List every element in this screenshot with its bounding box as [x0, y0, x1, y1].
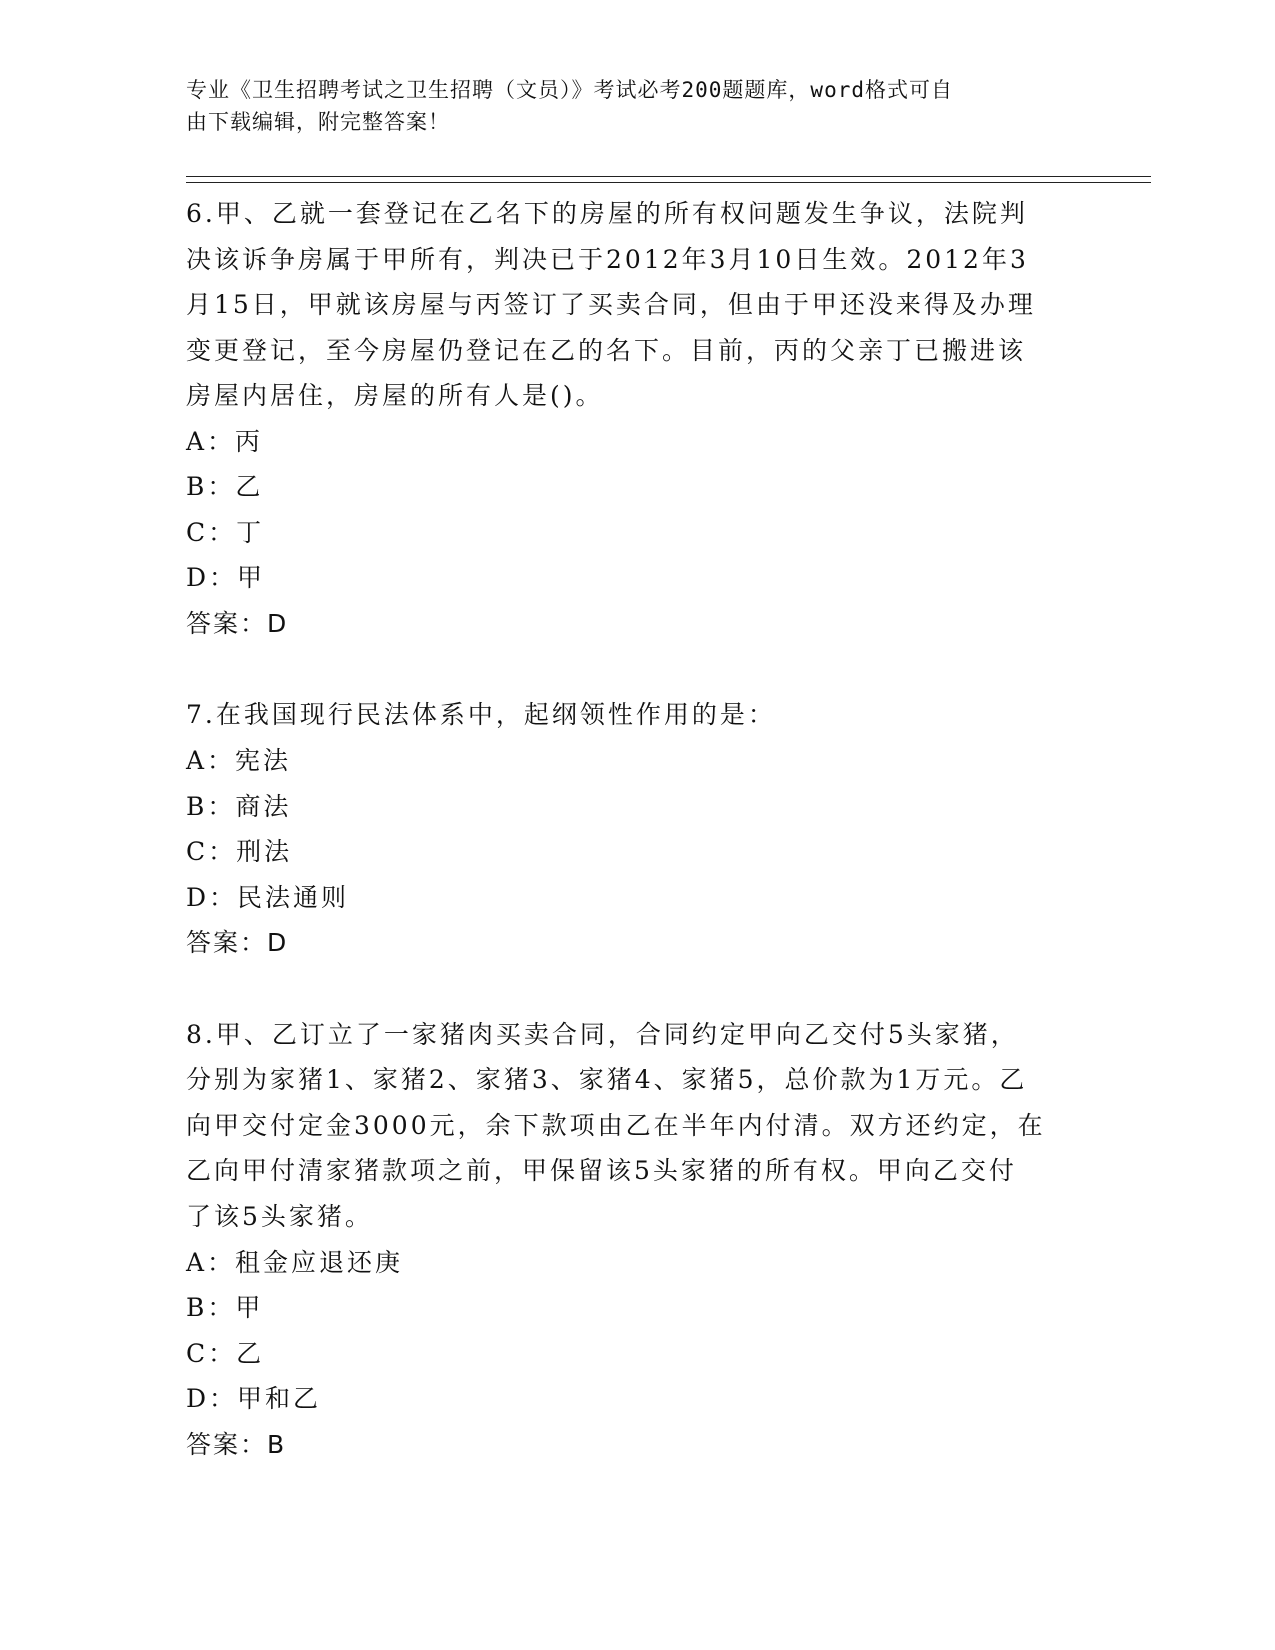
header-rule-bottom	[186, 182, 1151, 183]
option-b: B：商法	[186, 791, 292, 821]
question-stem	[186, 1012, 1086, 1240]
stem-line: 房屋内居住，房屋的所有人是()。	[186, 381, 604, 411]
option-c: C：刑法	[186, 837, 293, 867]
question-stem	[186, 191, 1086, 419]
stem-line: 变更登记，至今房屋仍登记在乙的名下。目前，丙的父亲丁已搬进该	[186, 335, 1027, 365]
answer-line: 答案：B	[186, 1429, 287, 1459]
header-line-2: 由下载编辑，附完整答案！	[186, 110, 450, 134]
question-7	[186, 692, 1086, 965]
option-a: A：丙	[186, 426, 264, 456]
question-stem	[186, 692, 1086, 738]
option-a: A：租金应退还庚	[186, 1247, 404, 1277]
question-spacer	[186, 966, 1086, 1012]
question-8	[186, 1012, 1086, 1467]
question-spacer	[186, 646, 1086, 692]
header-line-1: 专业《卫生招聘考试之卫生招聘（文员）》考试必考200题题库，word格式可自	[186, 78, 953, 102]
document-header	[186, 74, 1066, 138]
stem-line: 月15日，甲就该房屋与丙签订了买卖合同，但由于甲还没来得及办理	[186, 290, 1036, 320]
option-c: C：丁	[186, 517, 265, 547]
answer-line: 答案：D	[186, 928, 289, 958]
stem-line: 乙向甲付清家猪款项之前，甲保留该5头家猪的所有权。甲向乙交付	[186, 1156, 1017, 1186]
answer-line: 答案：D	[186, 608, 289, 638]
stem-line: 了该5头家猪。	[186, 1201, 373, 1231]
header-rule-top	[186, 176, 1151, 177]
question-6	[186, 191, 1086, 646]
stem-line: 分别为家猪1、家猪2、家猪3、家猪4、家猪5，总价款为1万元。乙	[186, 1065, 1028, 1095]
stem-line: 6.甲、乙就一套登记在乙名下的房屋的所有权问题发生争议，法院判	[186, 199, 1028, 228]
question-list	[186, 191, 1086, 1467]
option-b: B：乙	[186, 472, 264, 502]
option-c: C：乙	[186, 1338, 265, 1368]
option-d: D：甲	[186, 563, 266, 593]
stem-line: 8.甲、乙订立了一家猪肉买卖合同，合同约定甲向乙交付5头家猪，	[186, 1019, 1019, 1049]
option-d: D：甲和乙	[186, 1384, 322, 1414]
stem-line: 向甲交付定金3000元，余下款项由乙在半年内付清。双方还约定，在	[186, 1110, 1046, 1140]
option-d: D：民法通则	[186, 882, 350, 912]
option-b: B：甲	[186, 1293, 264, 1323]
stem-line: 7.在我国现行民法体系中，起纲领性作用的是：	[186, 700, 776, 730]
stem-line: 决该诉争房属于甲所有，判决已于2012年3月10日生效。2012年3	[186, 244, 1029, 274]
option-a: A：宪法	[186, 746, 292, 776]
